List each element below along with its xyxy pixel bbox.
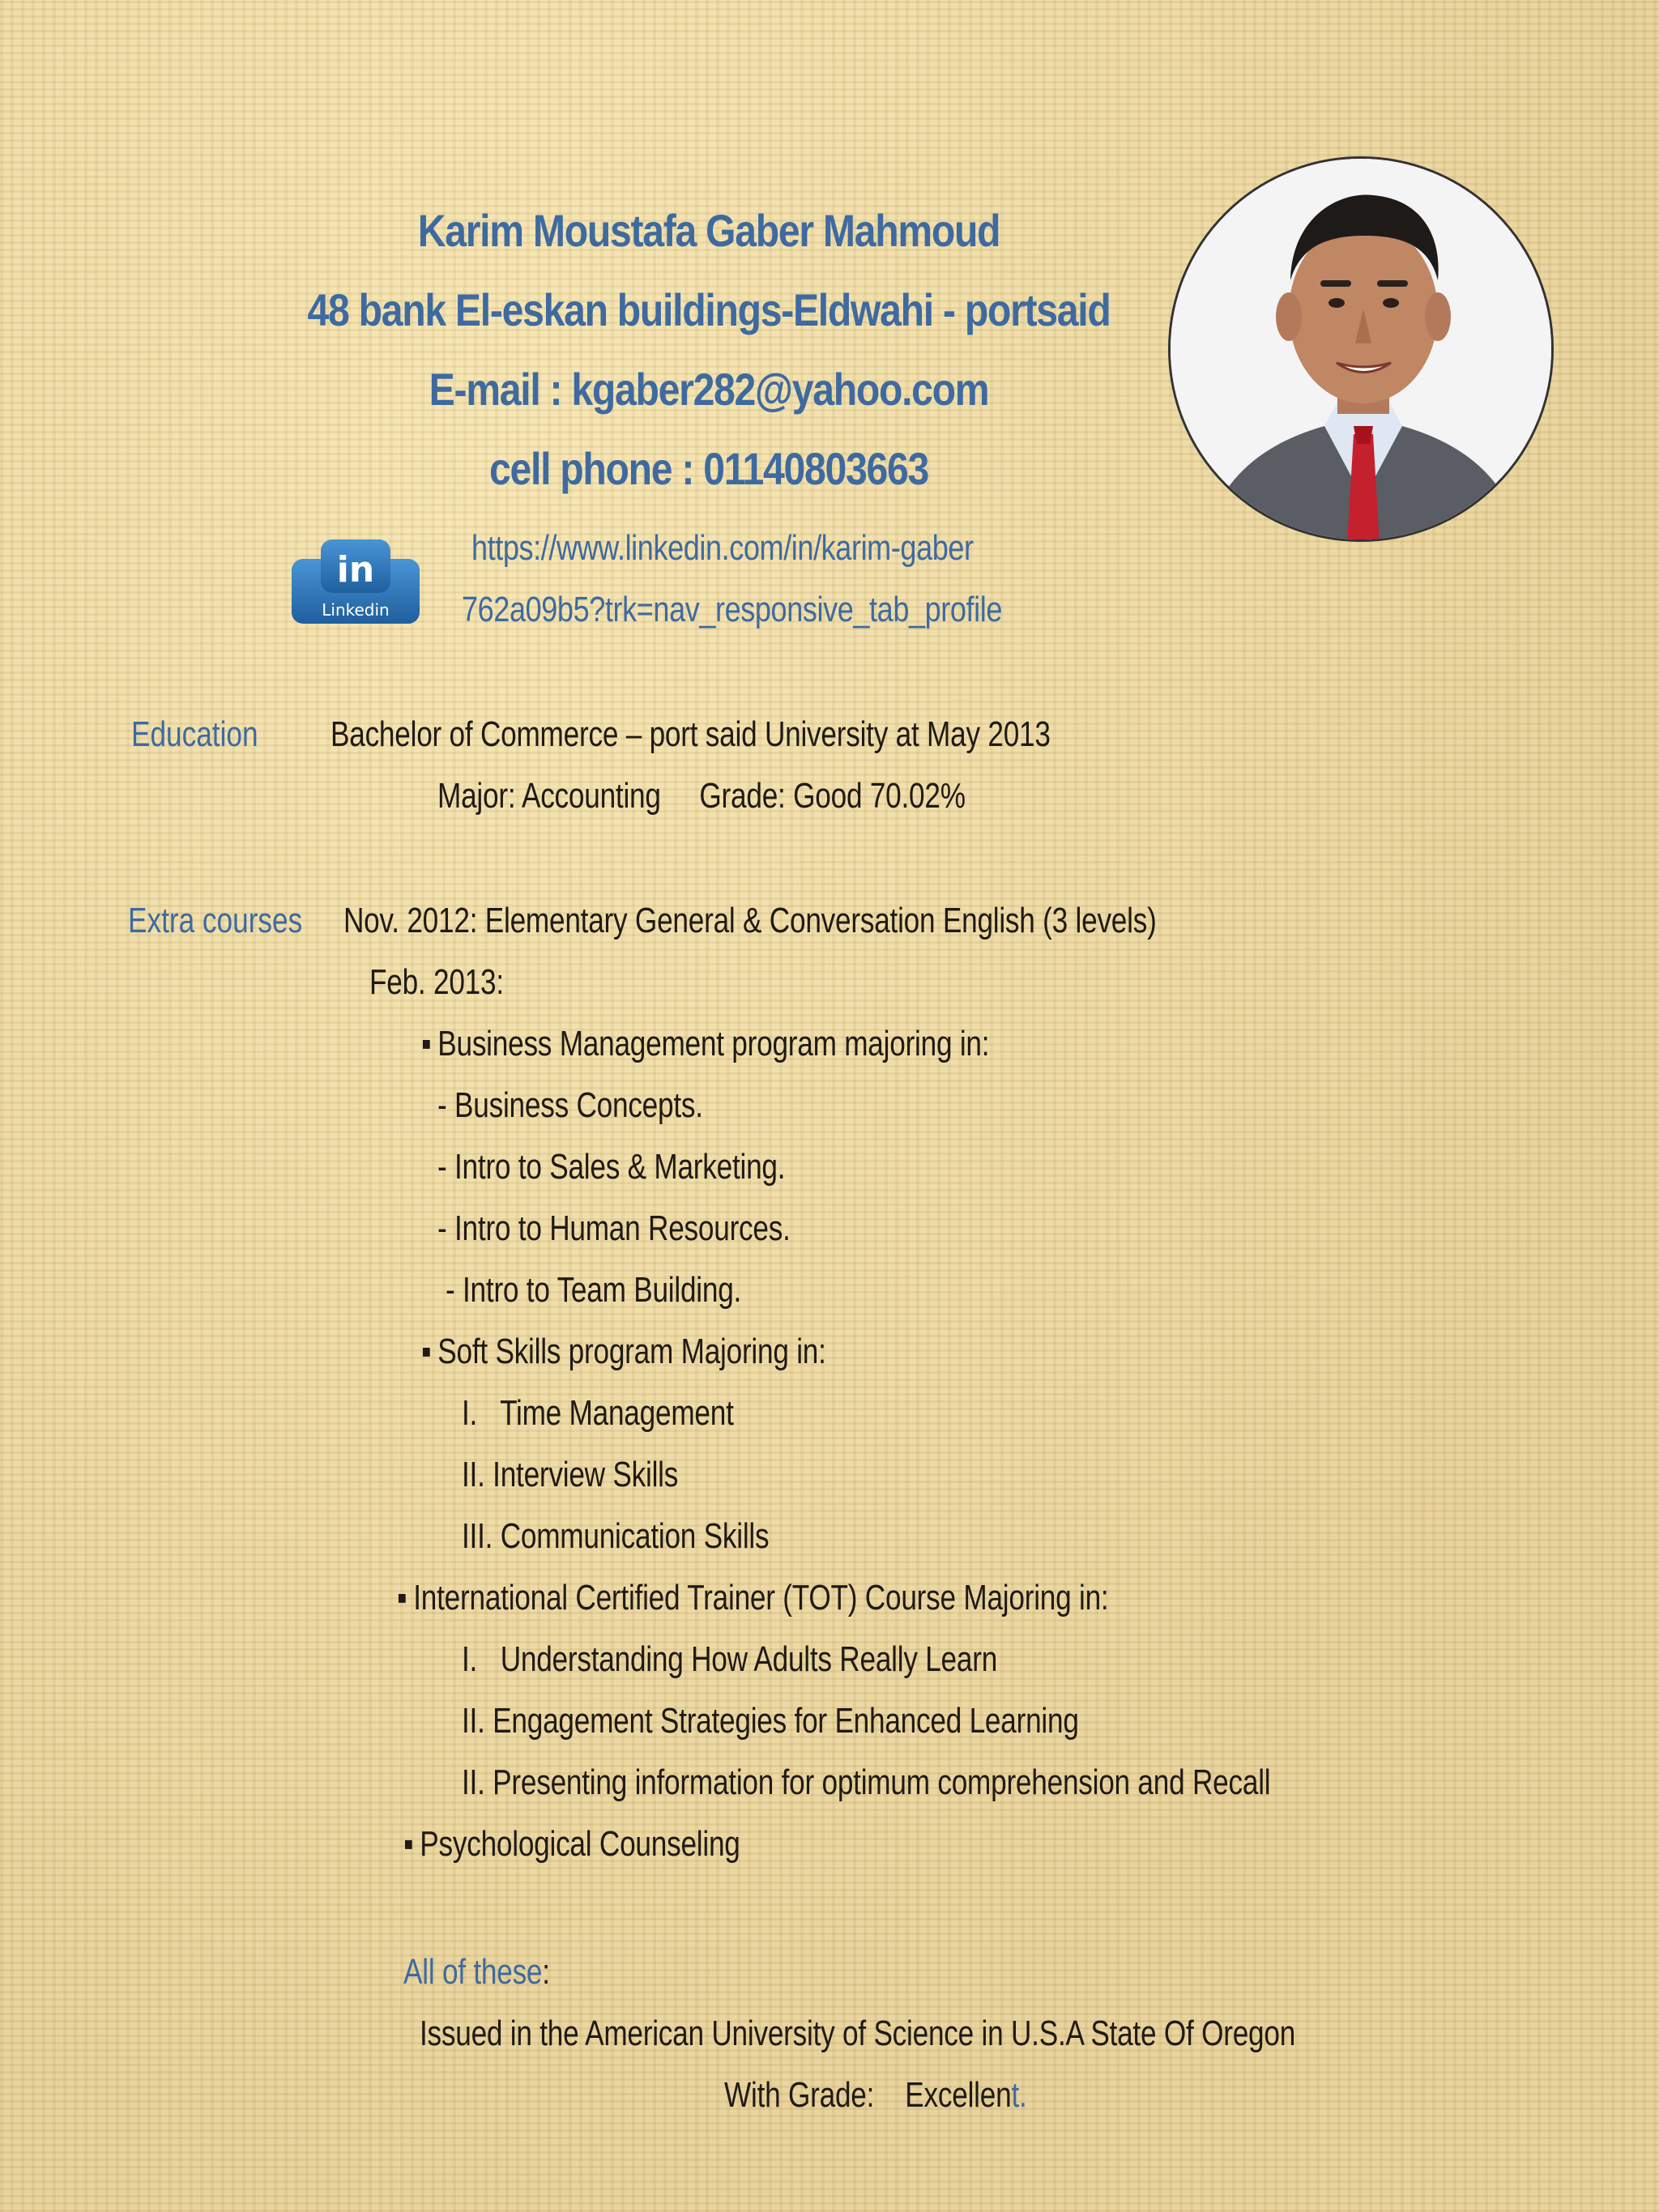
all-of-these-colon: :	[542, 1952, 550, 1992]
education-degree: Bachelor of Commerce – port said University at May 2013	[331, 714, 1051, 754]
soft-skills-item: I. Time Management	[462, 1393, 734, 1433]
soft-skills-item: III. Communication Skills	[462, 1516, 770, 1556]
grade-text: With Grade: Excellen	[724, 2075, 1012, 2115]
all-of-these-label	[403, 1952, 550, 1993]
grade-text-tail: t.	[1011, 2075, 1027, 2115]
soft-skills-item: II. Interview Skills	[462, 1455, 679, 1494]
all-of-these-text: All of these	[403, 1952, 543, 1992]
course-feb-2013: Feb. 2013:	[369, 962, 504, 1002]
grade-line	[724, 2075, 1027, 2116]
business-item: - Intro to Sales & Marketing.	[437, 1147, 786, 1187]
linkedin-icon[interactable]	[290, 536, 421, 627]
tot-item: II. Presenting information for optimum comprehension and Recall	[462, 1762, 1271, 1802]
soft-skills-heading: ▪ Soft Skills program Majoring in:	[421, 1332, 826, 1372]
tot-heading: ▪ International Certified Trainer (TOT) Course Majoring in:	[397, 1578, 1108, 1618]
email-line: E-mail : kgaber282@yahoo.com	[429, 364, 989, 415]
course-nov-2012: Nov. 2012: Elementary General & Conversation English (3 levels)	[343, 901, 1157, 940]
candidate-name: Karim Moustafa Gaber Mahmoud	[417, 205, 1000, 256]
issued-by-line: Issued in the American University of Science in U.S.A State Of Oregon	[420, 2014, 1296, 2053]
extra-courses-label: Extra courses	[128, 901, 303, 940]
address-line: 48 bank El-eskan buildings-Eldwahi - portsaid	[307, 284, 1111, 335]
business-item: - Business Concepts.	[437, 1085, 703, 1125]
phone-line: cell phone : 01140803663	[489, 443, 928, 494]
svg-text:Linkedin: Linkedin	[322, 600, 390, 620]
business-item: - Intro to Human Resources.	[437, 1208, 791, 1248]
business-program-heading: ▪ Business Management program majoring in:	[421, 1024, 989, 1064]
education-label: Education	[131, 714, 258, 754]
linkedin-url-line-2[interactable]: 762a09b5?trk=nav_responsive_tab_profile	[462, 590, 1003, 629]
education-major-grade: Major: Accounting Grade: Good 70.02%	[437, 776, 966, 816]
linkedin-url-line-1[interactable]: https://www.linkedin.com/in/karim-gaber	[471, 528, 974, 568]
svg-text:in: in	[336, 549, 375, 590]
tot-item: I. Understanding How Adults Really Learn	[462, 1639, 998, 1679]
tot-item: II. Engagement Strategies for Enhanced Learning	[462, 1701, 1079, 1741]
psych-counseling: ▪ Psychological Counseling	[403, 1824, 740, 1865]
profile-photo	[1168, 156, 1554, 542]
business-item: - Intro to Team Building.	[446, 1270, 742, 1310]
